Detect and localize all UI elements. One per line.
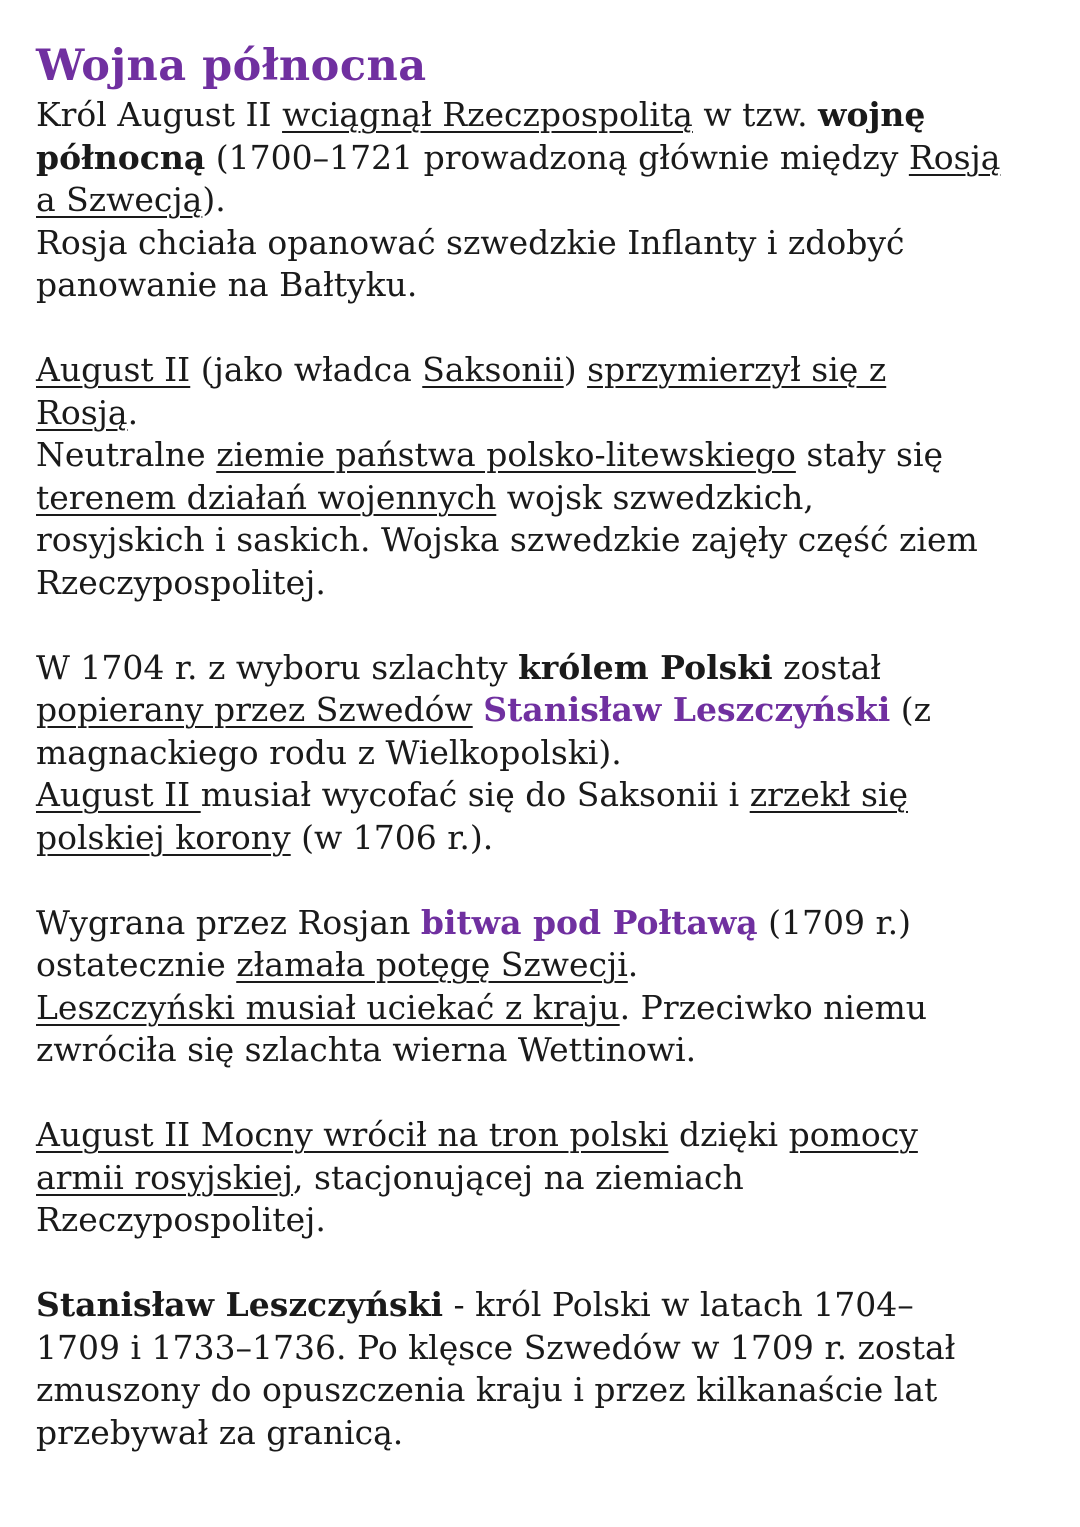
text-run: ostatecznie <box>36 945 237 984</box>
text-run: w tzw. <box>692 95 819 134</box>
text-run: 1709 i 1733–1736. Po klęsce Szwedów w 1709 r. został <box>36 1327 956 1367</box>
text-run: Rzeczypospolitej. <box>36 1200 326 1239</box>
text-run: dzięki <box>668 1115 789 1154</box>
document-body <box>36 94 1056 1454</box>
underlined-text: August II Mocny wrócił na tron polski <box>36 1115 669 1154</box>
text-run: , stacjonującej na ziemiach <box>293 1157 744 1197</box>
page-title: Wojna północna <box>36 41 427 91</box>
text-run: został <box>772 647 881 687</box>
text-run: . <box>627 945 639 984</box>
underlined-text: August II <box>36 350 191 389</box>
underlined-text: wciągnął Rzeczpospolitą <box>282 95 693 134</box>
highlighted-term: Stanisław Leszczyński <box>483 690 891 729</box>
bold-text: wojnę <box>818 95 926 134</box>
underlined-text: armii rosyjskiej <box>36 1157 294 1197</box>
underlined-text: Leszczyński musiał uciekać z kraju <box>36 987 620 1027</box>
underlined-text: Saksonii <box>422 350 564 389</box>
paragraph-1 <box>36 94 1056 307</box>
document-page <box>36 38 1056 1454</box>
paragraph-gap <box>36 604 1056 647</box>
bold-text: północną <box>36 137 206 177</box>
underlined-text: terenem działań wojennych <box>36 477 497 517</box>
paragraph-gap <box>36 307 1056 350</box>
underlined-text: Rosją <box>908 137 1001 177</box>
underlined-text: zrzekł się <box>749 775 908 814</box>
text-run: Wygrana przez Rosjan <box>36 902 421 942</box>
text-run: stały się <box>795 435 944 474</box>
paragraph-6 <box>36 1284 1056 1454</box>
underlined-text: pomocy <box>788 1115 918 1154</box>
paragraph-3 <box>36 647 1056 860</box>
text-run: (1709 r.) <box>757 902 912 942</box>
text-run: ) <box>563 350 588 389</box>
paragraph-gap <box>36 1242 1056 1285</box>
text-run: zwróciła się szlachta wierna Wettinowi. <box>36 1030 697 1069</box>
paragraph-gap <box>36 1072 1056 1115</box>
text-run: Rosja chciała opanować szwedzkie Inflanty i zdobyć <box>36 222 905 262</box>
bold-text: królem Polski <box>517 647 773 687</box>
text-run: zmuszony do opuszczenia kraju i przez kilkanaście lat <box>36 1370 938 1409</box>
text-run: . Przeciwko niemu <box>619 987 928 1027</box>
bold-text: Stanisław Leszczyński <box>36 1285 444 1324</box>
text-run: ). <box>202 180 226 219</box>
underlined-text: ziemie państwa polsko-litewskiego <box>216 435 796 474</box>
underlined-text: polskiej korony <box>36 817 291 857</box>
underlined-text: Rosją <box>36 392 128 432</box>
paragraph-gap <box>36 859 1056 902</box>
text-run: wojsk szwedzkich, <box>496 477 814 517</box>
text-run <box>473 690 484 729</box>
underlined-text: August II <box>36 775 201 814</box>
text-run: magnackiego rodu z Wielkopolski). <box>36 732 622 772</box>
text-run: rosyjskich i saskich. Wojska szwedzkie zajęły część ziem <box>36 520 978 559</box>
text-run: Neutralne <box>36 435 217 474</box>
paragraph-5 <box>36 1114 1056 1242</box>
text-run: przebywał za granicą. <box>36 1412 404 1452</box>
underlined-text: a Szwecją <box>36 180 203 219</box>
text-run: (z <box>890 690 932 729</box>
paragraph-4 <box>36 902 1056 1072</box>
underlined-text: sprzymierzył się z <box>587 350 887 389</box>
highlighted-term: bitwa pod Połtawą <box>420 902 758 942</box>
text-run: (w 1706 r.). <box>290 817 494 857</box>
text-run: - król Polski w latach 1704– <box>443 1285 914 1324</box>
text-run: musiał wycofać się do Saksonii i <box>200 775 750 814</box>
underlined-text: złamała potęgę Szwecji <box>236 945 628 984</box>
text-run: (jako władca <box>190 350 423 389</box>
paragraph-2 <box>36 349 1056 604</box>
underlined-text: popierany przez Szwedów <box>36 690 473 729</box>
text-run: W 1704 r. z wyboru szlachty <box>36 647 518 687</box>
text-run: . <box>127 392 139 432</box>
text-run: Rzeczypospolitej. <box>36 562 326 602</box>
text-run: Król August II <box>36 95 283 134</box>
text-run: (1700–1721 prowadzoną głównie między <box>205 137 909 177</box>
text-run: panowanie na Bałtyku. <box>36 265 418 304</box>
